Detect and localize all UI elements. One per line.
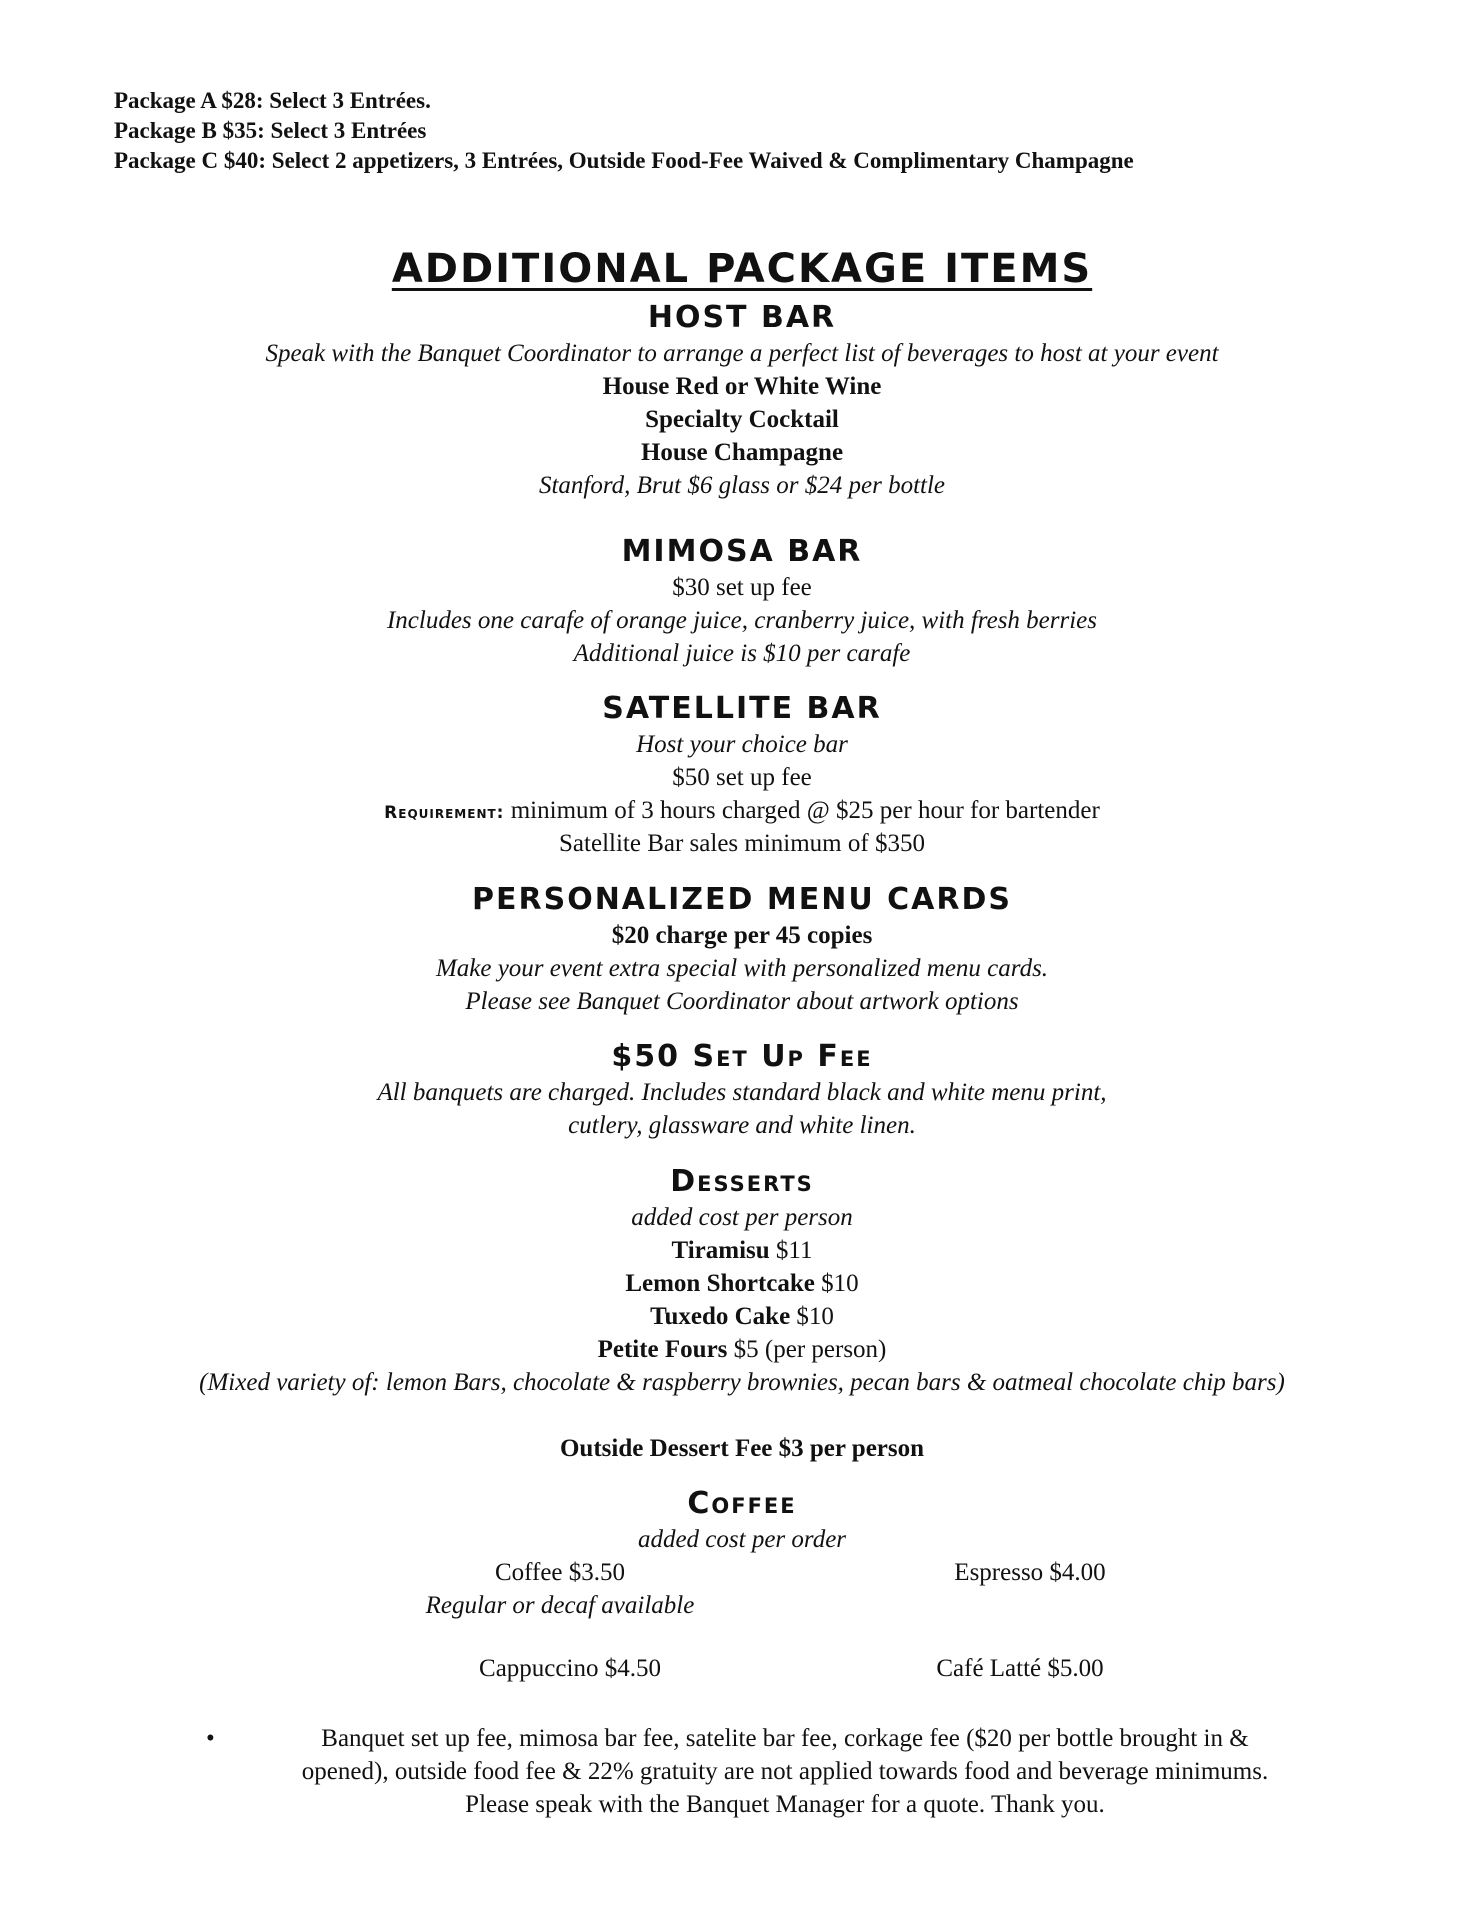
dessert-name: Tuxedo Cake bbox=[650, 1303, 791, 1330]
host-bar-heading: HOST BAR bbox=[647, 300, 837, 335]
menu-cards-heading: PERSONALIZED MENU CARDS bbox=[472, 882, 1012, 917]
bullet-icon: • bbox=[206, 1725, 215, 1752]
footer-line3: Please speak with the Banquet Manager for a quote. Thank you. bbox=[465, 1791, 1105, 1818]
satellite-line1: Host your choice bar bbox=[636, 731, 848, 758]
dessert-price: $5 (per person) bbox=[727, 1336, 887, 1363]
mimosa-bar-heading: MIMOSA BAR bbox=[621, 534, 863, 569]
setup-fee-line1: All banquets are charged. Includes standard black and white menu print, bbox=[377, 1079, 1107, 1106]
outside-dessert-fee: Outside Dessert Fee $3 per person bbox=[559, 1435, 925, 1462]
menu-cards-line2: Please see Banquet Coordinator about artwork options bbox=[465, 988, 1019, 1015]
package-list bbox=[114, 86, 1134, 176]
host-bar-note: Speak with the Banquet Coordinator to arrange a perfect list of beverages to host at your event bbox=[265, 340, 1219, 367]
dessert-price: $11 bbox=[769, 1237, 813, 1264]
setup-fee-heading: $50 Set Up Fee bbox=[611, 1039, 873, 1074]
dessert-name: Lemon Shortcake bbox=[625, 1270, 815, 1297]
cappuccino-price: Cappuccino $4.50 bbox=[479, 1655, 661, 1682]
dessert-item bbox=[0, 1333, 1484, 1366]
coffee-decaf-note: Regular or decaf available bbox=[425, 1592, 695, 1619]
package-a: Package A $28: Select 3 Entrées. bbox=[114, 88, 431, 113]
mimosa-includes: Includes one carafe of orange juice, cranberry juice, with fresh berries bbox=[386, 607, 1098, 634]
menu-cards-line1: Make your event extra special with personalized menu cards. bbox=[435, 955, 1049, 982]
coffee-heading: Coffee bbox=[687, 1486, 797, 1521]
mimosa-additional: Additional juice is $10 per carafe bbox=[573, 640, 911, 667]
mimosa-fee: $30 set up fee bbox=[672, 574, 812, 601]
satellite-requirement bbox=[0, 794, 1484, 830]
footer-note bbox=[200, 1722, 1370, 1821]
dessert-price: $10 bbox=[814, 1270, 859, 1297]
dessert-item bbox=[0, 1234, 1484, 1267]
page-title: ADDITIONAL PACKAGE ITEMS bbox=[391, 246, 1093, 292]
package-c: Package C $40: Select 2 appetizers, 3 Entrées, Outside Food-Fee Waived & Complimentary Champagne bbox=[114, 148, 1134, 173]
dessert-name: Petite Fours bbox=[597, 1336, 728, 1363]
desserts-heading: Desserts bbox=[670, 1164, 814, 1199]
dessert-variety: (Mixed variety of: lemon Bars, chocolate & raspberry brownies, pecan bars & oatmeal chocolate chip bars) bbox=[199, 1369, 1285, 1396]
espresso-price: Espresso $4.00 bbox=[954, 1559, 1106, 1586]
coffee-price: Coffee $3.50 bbox=[494, 1559, 626, 1586]
dessert-item bbox=[0, 1267, 1484, 1300]
footer-line1: Banquet set up fee, mimosa bar fee, satelite bar fee, corkage fee ($20 per bottle brought in & bbox=[321, 1725, 1249, 1752]
dessert-price: $10 bbox=[790, 1303, 834, 1330]
dessert-item bbox=[0, 1300, 1484, 1333]
dessert-name: Tiramisu bbox=[671, 1237, 770, 1264]
satellite-sales-min: Satellite Bar sales minimum of $350 bbox=[559, 830, 925, 857]
host-bar-item: House Red or White Wine bbox=[602, 373, 882, 400]
satellite-bar-heading: SATELLITE BAR bbox=[602, 691, 882, 726]
desserts-note: added cost per person bbox=[631, 1204, 853, 1231]
package-b: Package B $35: Select 3 Entrées bbox=[114, 118, 427, 143]
menu-cards-charge: $20 charge per 45 copies bbox=[611, 922, 873, 949]
latte-price: Café Latté $5.00 bbox=[936, 1655, 1104, 1682]
footer-line2: opened), outside food fee & 22% gratuity are not applied towards food and beverage minimums. bbox=[301, 1758, 1269, 1785]
host-bar-item: Specialty Cocktail bbox=[645, 406, 839, 433]
champagne-detail: Stanford, Brut $6 glass or $24 per bottle bbox=[538, 472, 946, 499]
requirement-text: minimum of 3 hours charged @ $25 per hour for bartender bbox=[504, 797, 1100, 824]
host-bar-item: House Champagne bbox=[640, 439, 844, 466]
requirement-label: Requirement: bbox=[384, 803, 505, 823]
satellite-fee: $50 set up fee bbox=[672, 764, 812, 791]
coffee-note: added cost per order bbox=[637, 1526, 847, 1553]
setup-fee-line2: cutlery, glassware and white linen. bbox=[568, 1112, 916, 1139]
